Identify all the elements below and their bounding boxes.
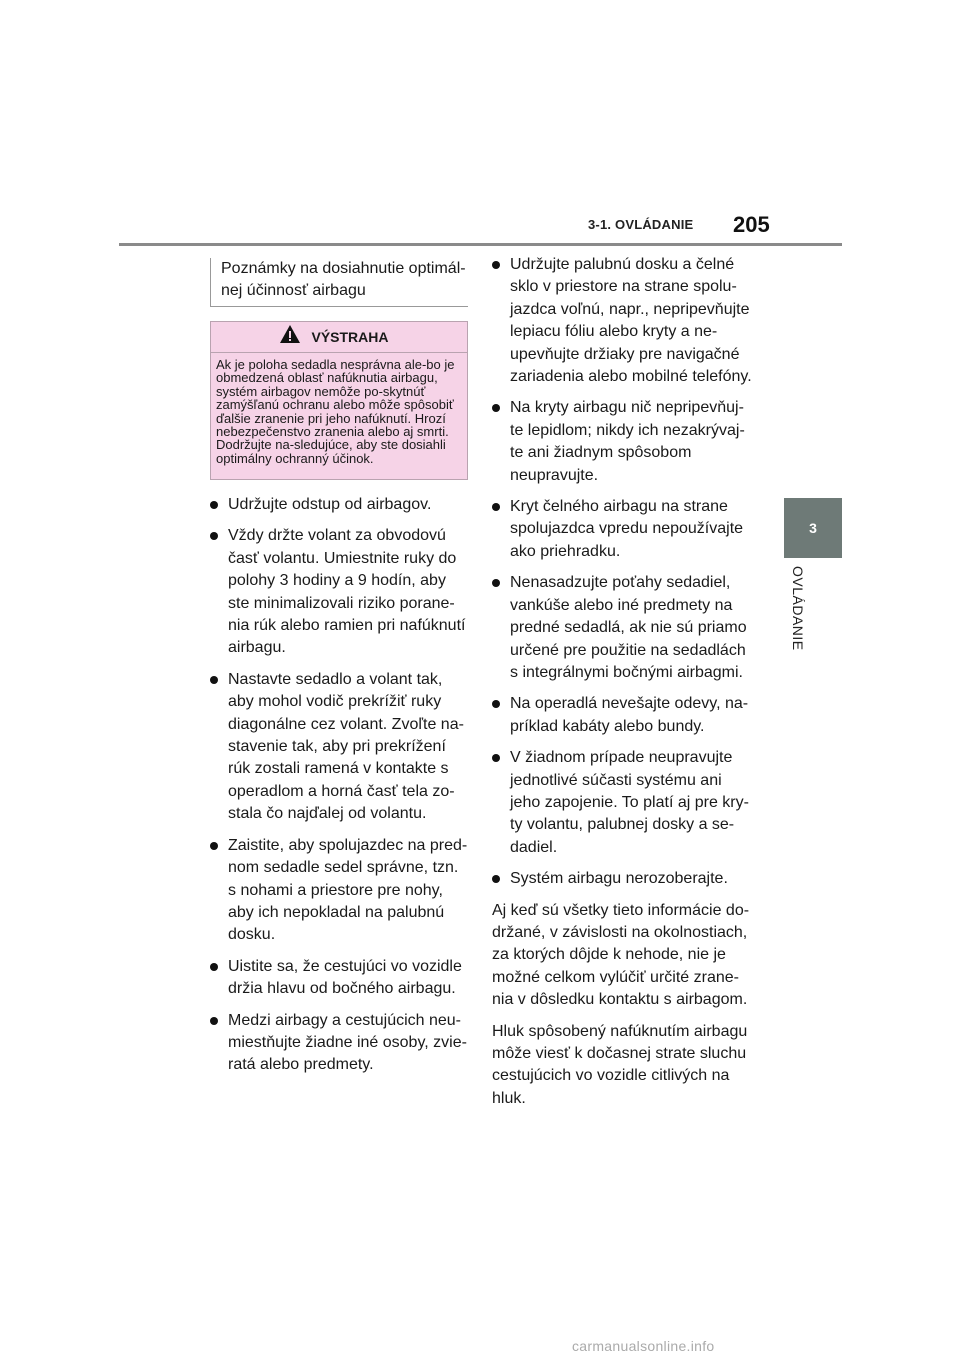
bullet-dot-icon bbox=[492, 404, 500, 412]
warning-box bbox=[210, 321, 468, 480]
bullet-dot-icon bbox=[210, 501, 218, 509]
warning-body: Ak je poloha sedadla nesprávna ale-bo je obmedzená oblasť nafúknutia airbagu, systém airbagov nemôže po-skytnúť zamýšľanú ochranu alebo môže spôsobiť ďalšie zranenie pri jeho nafúknutí. Hrozí nebezpečenstvo zranenia alebo aj smrti. Dodržujte na-sledujúce, aby ste dosiahli optimálny ochranný účinok. bbox=[216, 357, 455, 466]
warning-header bbox=[211, 322, 467, 353]
bullet-dot-icon bbox=[492, 261, 500, 269]
bullet-dot-icon bbox=[492, 503, 500, 511]
bullet-dot-icon bbox=[210, 963, 218, 971]
list-item: Na kryty airbagu nič nepripevňuj-te lepidlom; nikdy ich nezakrývaj-te ani žiadnym spôsobom neupravujte. bbox=[492, 397, 752, 487]
chapter-tab[interactable] bbox=[784, 498, 842, 558]
list-item: Medzi airbagy a cestujúcich neu-miestňujte žiadne iné osoby, zvie-ratá alebo predmety. bbox=[210, 1010, 468, 1077]
list-item: Zaistite, aby spolujazdec na pred-nom sedadle sedel správne, tzn. s nohami a priestore pre nohy, aby ich nepokladal na palubnú dosku. bbox=[210, 835, 468, 947]
list-item: V žiadnom prípade neupravujte jednotlivé súčasti systému ani jeho zapojenie. To platí aj pre kry-ty volantu, palubnej dosky a se-dadiel. bbox=[492, 747, 752, 859]
right-column bbox=[492, 254, 752, 1119]
bullet-dot-icon bbox=[492, 700, 500, 708]
list-item: Na operadlá nevešajte odevy, na-príklad kabáty alebo bundy. bbox=[492, 693, 752, 738]
warning-triangle-icon bbox=[279, 324, 301, 350]
bullet-dot-icon bbox=[210, 842, 218, 850]
right-bullet-list bbox=[492, 254, 752, 891]
list-item: Systém airbagu nerozoberajte. bbox=[492, 868, 752, 890]
list-item: Vždy držte volant za obvodovú časť volantu. Umiestnite ruky do polohy 3 hodiny a 9 hodín, aby ste minimalizovali riziko porane-nia rúk alebo ramien pri nafúknutí airbagu. bbox=[210, 525, 468, 659]
list-item: Udržujte palubnú dosku a čelné sklo v priestore na strane spolu-jazdca voľnú, napr., nepripevňujte lepiacu fóliu alebo kryty a ne-upevňujte držiaky pre navigačné zariadenia alebo mobilné telefóny. bbox=[492, 254, 752, 388]
watermark: carmanualsonline.info bbox=[572, 1338, 715, 1354]
page-number: 205 bbox=[733, 212, 770, 237]
section-title: 3-1. OVLÁDANIE bbox=[588, 217, 694, 232]
note-text: Poznámky na dosiahnutie optimál-nej účinnosť airbagu bbox=[221, 260, 466, 299]
bullet-dot-icon bbox=[210, 676, 218, 684]
warning-title: VÝSTRAHA bbox=[311, 328, 389, 345]
bullet-dot-icon bbox=[210, 1017, 218, 1025]
left-column bbox=[210, 258, 468, 1086]
paragraph: Hluk spôsobený nafúknutím airbagu môže viesť k dočasnej strate sluchu cestujúcich vo vozidle citlivých na hluk. bbox=[492, 1022, 748, 1107]
note-box bbox=[210, 258, 468, 307]
list-item: Kryt čelného airbagu na strane spolujazdca vpredu nepoužívajte ako priehradku. bbox=[492, 496, 752, 563]
bullet-dot-icon bbox=[210, 532, 218, 540]
header-divider bbox=[119, 243, 842, 246]
bullet-dot-icon bbox=[492, 875, 500, 883]
list-item: Nenasadzujte poťahy sedadiel, vankúše alebo iné predmety na predné sedadlá, ak nie sú priamo určené pre použitie na sedadlách s integrálnymi bočnými airbagmi. bbox=[492, 572, 752, 684]
bullet-dot-icon bbox=[492, 579, 500, 587]
list-item: Nastavte sedadlo a volant tak, aby mohol vodič prekrížiť ruky diagonálne cez volant. Zvoľte na-stavenie tak, aby pri prekrížení rúk zostali ramená v kontakte s operadlom a horná časť tela zo-stala čo najďalej od volantu. bbox=[210, 669, 468, 826]
paragraph: Aj keď sú všetky tieto informácie do-držané, v závislosti na okolnostiach, za ktorých dôjde k nehode, nie je možné celkom vylúčiť určité zrane-nia v dôsledku kontaktu s airbagom. bbox=[492, 901, 750, 1009]
chapter-tab-number: 3 bbox=[809, 520, 817, 536]
list-item: Uistite sa, že cestujúci vo vozidle držia hlavu od bočného airbagu. bbox=[210, 956, 468, 1001]
left-bullet-list bbox=[210, 494, 468, 1077]
bullet-dot-icon bbox=[492, 754, 500, 762]
list-item: Udržujte odstup od airbagov. bbox=[210, 494, 468, 516]
chapter-tab-label: OVLÁDANIE bbox=[790, 566, 806, 651]
